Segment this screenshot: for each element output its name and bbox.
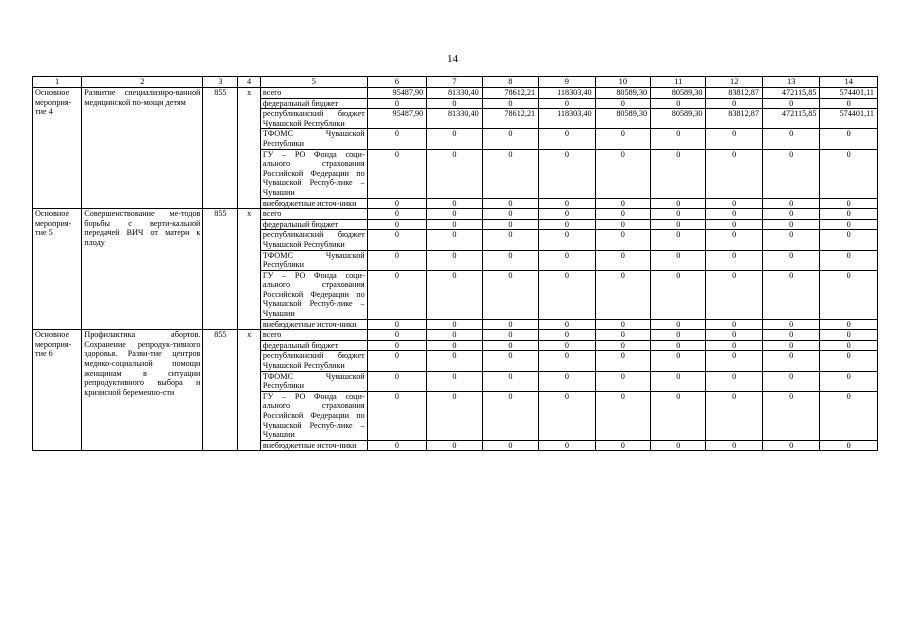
funding-source: внебюджетные источ-ники bbox=[260, 440, 367, 451]
amount-cell: 0 bbox=[706, 129, 762, 149]
amount-cell: 83812,87 bbox=[706, 109, 762, 129]
amount-cell: 0 bbox=[595, 440, 650, 451]
amount-cell: 0 bbox=[706, 319, 762, 330]
amount-cell: 0 bbox=[427, 129, 482, 149]
amount-cell: 78612,21 bbox=[482, 88, 538, 99]
amount-cell: 0 bbox=[706, 198, 762, 209]
funding-source: ТФОМС Чувашской Республики bbox=[260, 250, 367, 270]
amount-cell: 0 bbox=[482, 219, 538, 230]
funding-source: внебюджетные источ-ники bbox=[260, 319, 367, 330]
amount-cell: 81330,40 bbox=[427, 109, 482, 129]
funding-source: ГУ – РО Фонда соци-ального страхования Российской Федерации по Чувашской Респуб-лике – Чувашии bbox=[260, 149, 367, 198]
funding-source: внебюджетные источ-ники bbox=[260, 198, 367, 209]
amount-cell: 0 bbox=[367, 129, 427, 149]
amount-cell: 574401,11 bbox=[820, 109, 878, 129]
amount-cell: 0 bbox=[427, 149, 482, 198]
amount-cell: 0 bbox=[539, 198, 595, 209]
amount-cell: 0 bbox=[762, 391, 819, 440]
amount-cell: 0 bbox=[427, 440, 482, 451]
amount-cell: 0 bbox=[820, 129, 878, 149]
amount-cell: 0 bbox=[762, 371, 819, 391]
amount-cell: 0 bbox=[820, 270, 878, 319]
event-mark: x bbox=[238, 209, 261, 330]
amount-cell: 0 bbox=[762, 209, 819, 220]
amount-cell: 0 bbox=[539, 98, 595, 109]
amount-cell: 0 bbox=[820, 230, 878, 250]
amount-cell: 0 bbox=[820, 391, 878, 440]
amount-cell: 0 bbox=[367, 371, 427, 391]
amount-cell: 0 bbox=[539, 440, 595, 451]
amount-cell: 83812,87 bbox=[706, 88, 762, 99]
amount-cell: 80589,30 bbox=[595, 88, 650, 99]
amount-cell: 0 bbox=[367, 230, 427, 250]
amount-cell: 0 bbox=[820, 219, 878, 230]
amount-cell: 0 bbox=[367, 351, 427, 371]
amount-cell: 0 bbox=[595, 98, 650, 109]
amount-cell: 0 bbox=[706, 250, 762, 270]
amount-cell: 0 bbox=[427, 319, 482, 330]
amount-cell: 95487,90 bbox=[367, 88, 427, 99]
amount-cell: 81330,40 bbox=[427, 88, 482, 99]
amount-cell: 0 bbox=[427, 391, 482, 440]
amount-cell: 0 bbox=[595, 340, 650, 351]
amount-cell: 0 bbox=[482, 250, 538, 270]
amount-cell: 0 bbox=[367, 98, 427, 109]
event-code: Основное мероприя-тие 4 bbox=[33, 88, 82, 209]
amount-cell: 0 bbox=[595, 391, 650, 440]
amount-cell: 0 bbox=[482, 440, 538, 451]
amount-cell: 0 bbox=[820, 440, 878, 451]
amount-cell: 0 bbox=[651, 209, 706, 220]
amount-cell: 0 bbox=[367, 391, 427, 440]
amount-cell: 0 bbox=[820, 98, 878, 109]
amount-cell: 0 bbox=[539, 351, 595, 371]
amount-cell: 0 bbox=[820, 340, 878, 351]
event-name: Развитие специализиро-ванной медицинской по-мощи детям bbox=[82, 88, 203, 209]
column-number-cell: 2 bbox=[82, 77, 203, 88]
amount-cell: 0 bbox=[820, 371, 878, 391]
amount-cell: 0 bbox=[482, 129, 538, 149]
amount-cell: 0 bbox=[539, 391, 595, 440]
amount-cell: 0 bbox=[595, 219, 650, 230]
amount-cell: 0 bbox=[367, 270, 427, 319]
amount-cell: 0 bbox=[427, 198, 482, 209]
amount-cell: 0 bbox=[482, 340, 538, 351]
table-row bbox=[33, 209, 878, 220]
amount-cell: 0 bbox=[706, 391, 762, 440]
amount-cell: 0 bbox=[820, 209, 878, 220]
amount-cell: 0 bbox=[820, 149, 878, 198]
amount-cell: 0 bbox=[482, 330, 538, 341]
amount-cell: 0 bbox=[651, 270, 706, 319]
funding-source: ГУ – РО Фонда соци-ального страхования Российской Федерации по Чувашской Респуб-лике – Чувашии bbox=[260, 391, 367, 440]
amount-cell: 0 bbox=[539, 219, 595, 230]
amount-cell: 0 bbox=[595, 209, 650, 220]
amount-cell: 0 bbox=[651, 129, 706, 149]
column-number-cell: 1 bbox=[33, 77, 82, 88]
amount-cell: 0 bbox=[762, 250, 819, 270]
table-row bbox=[33, 88, 878, 99]
amount-cell: 0 bbox=[427, 250, 482, 270]
funding-source: республиканский бюджет Чувашской Республики bbox=[260, 230, 367, 250]
amount-cell: 0 bbox=[482, 270, 538, 319]
event-name: Совершенствование ме-тодов борьбы с верти-кальной передачей ВИЧ от матери к плоду bbox=[82, 209, 203, 330]
funding-source: ГУ – РО Фонда соци-ального страхования Российской Федерации по Чувашской Респуб-лике – Чувашии bbox=[260, 270, 367, 319]
event-grbs: 855 bbox=[203, 330, 238, 451]
amount-cell: 472115,85 bbox=[762, 109, 819, 129]
amount-cell: 0 bbox=[820, 250, 878, 270]
amount-cell: 0 bbox=[482, 319, 538, 330]
amount-cell: 0 bbox=[762, 270, 819, 319]
amount-cell: 0 bbox=[367, 198, 427, 209]
amount-cell: 0 bbox=[482, 98, 538, 109]
event-grbs: 855 bbox=[203, 209, 238, 330]
amount-cell: 0 bbox=[706, 209, 762, 220]
amount-cell: 0 bbox=[367, 250, 427, 270]
event-grbs: 855 bbox=[203, 88, 238, 209]
funding-source: всего bbox=[260, 88, 367, 99]
amount-cell: 0 bbox=[539, 129, 595, 149]
amount-cell: 0 bbox=[595, 319, 650, 330]
amount-cell: 0 bbox=[482, 351, 538, 371]
amount-cell: 0 bbox=[482, 198, 538, 209]
amount-cell: 0 bbox=[651, 219, 706, 230]
column-number-cell: 7 bbox=[427, 77, 482, 88]
amount-cell: 0 bbox=[482, 149, 538, 198]
amount-cell: 0 bbox=[706, 371, 762, 391]
column-number-cell: 5 bbox=[260, 77, 367, 88]
amount-cell: 0 bbox=[762, 219, 819, 230]
amount-cell: 0 bbox=[651, 198, 706, 209]
column-number-cell: 3 bbox=[203, 77, 238, 88]
amount-cell: 0 bbox=[595, 230, 650, 250]
amount-cell: 574401,11 bbox=[820, 88, 878, 99]
amount-cell: 0 bbox=[427, 230, 482, 250]
table-row bbox=[33, 330, 878, 341]
amount-cell: 0 bbox=[651, 391, 706, 440]
amount-cell: 0 bbox=[539, 149, 595, 198]
amount-cell: 0 bbox=[427, 270, 482, 319]
funding-source: республиканский бюджет Чувашской Республики bbox=[260, 109, 367, 129]
amount-cell: 0 bbox=[762, 98, 819, 109]
amount-cell: 0 bbox=[706, 230, 762, 250]
amount-cell: 0 bbox=[706, 219, 762, 230]
amount-cell: 0 bbox=[651, 230, 706, 250]
column-number-cell: 6 bbox=[367, 77, 427, 88]
event-mark: x bbox=[238, 88, 261, 209]
column-number-row bbox=[33, 77, 878, 88]
amount-cell: 0 bbox=[539, 270, 595, 319]
amount-cell: 0 bbox=[367, 330, 427, 341]
amount-cell: 118303,40 bbox=[539, 109, 595, 129]
amount-cell: 0 bbox=[427, 98, 482, 109]
amount-cell: 0 bbox=[762, 351, 819, 371]
amount-cell: 95487,90 bbox=[367, 109, 427, 129]
event-code: Основное мероприя-тие 5 bbox=[33, 209, 82, 330]
amount-cell: 0 bbox=[595, 351, 650, 371]
amount-cell: 0 bbox=[482, 230, 538, 250]
amount-cell: 0 bbox=[762, 330, 819, 341]
event-name: Профилактика абортов. Сохранение репродук-тивного здоровья. Разви-тие центров медико-социальной помощи женщинам в ситуации репродуктивного выбора и кризисной беременно-сти bbox=[82, 330, 203, 451]
amount-cell: 0 bbox=[595, 149, 650, 198]
event-code: Основное мероприя-тие 6 bbox=[33, 330, 82, 451]
amount-cell: 0 bbox=[706, 270, 762, 319]
column-number-cell: 12 bbox=[706, 77, 762, 88]
column-number-cell: 13 bbox=[762, 77, 819, 88]
amount-cell: 0 bbox=[427, 351, 482, 371]
amount-cell: 0 bbox=[706, 440, 762, 451]
amount-cell: 0 bbox=[762, 129, 819, 149]
funding-source: всего bbox=[260, 209, 367, 220]
funding-source: федеральный бюджет bbox=[260, 98, 367, 109]
amount-cell: 118303,40 bbox=[539, 88, 595, 99]
amount-cell: 0 bbox=[706, 340, 762, 351]
column-number-cell: 4 bbox=[238, 77, 261, 88]
amount-cell: 0 bbox=[427, 209, 482, 220]
amount-cell: 0 bbox=[762, 319, 819, 330]
amount-cell: 0 bbox=[820, 198, 878, 209]
amount-cell: 0 bbox=[539, 371, 595, 391]
amount-cell: 0 bbox=[539, 319, 595, 330]
amount-cell: 0 bbox=[367, 319, 427, 330]
amount-cell: 0 bbox=[820, 319, 878, 330]
amount-cell: 0 bbox=[427, 219, 482, 230]
funding-source: федеральный бюджет bbox=[260, 340, 367, 351]
amount-cell: 0 bbox=[706, 330, 762, 341]
amount-cell: 0 bbox=[482, 391, 538, 440]
amount-cell: 472115,85 bbox=[762, 88, 819, 99]
amount-cell: 0 bbox=[820, 330, 878, 341]
amount-cell: 0 bbox=[427, 330, 482, 341]
column-number-cell: 10 bbox=[595, 77, 650, 88]
amount-cell: 0 bbox=[367, 440, 427, 451]
amount-cell: 0 bbox=[595, 330, 650, 341]
amount-cell: 80589,30 bbox=[595, 109, 650, 129]
funding-source: республиканский бюджет Чувашской Республики bbox=[260, 351, 367, 371]
funding-source: ТФОМС Чувашской Республики bbox=[260, 129, 367, 149]
amount-cell: 0 bbox=[595, 250, 650, 270]
page-number: 14 bbox=[447, 53, 458, 65]
amount-cell: 0 bbox=[762, 149, 819, 198]
budget-table bbox=[32, 76, 878, 451]
column-number-cell: 9 bbox=[539, 77, 595, 88]
amount-cell: 0 bbox=[427, 340, 482, 351]
amount-cell: 0 bbox=[651, 330, 706, 341]
amount-cell: 0 bbox=[595, 270, 650, 319]
amount-cell: 0 bbox=[651, 319, 706, 330]
amount-cell: 0 bbox=[651, 250, 706, 270]
amount-cell: 0 bbox=[651, 98, 706, 109]
amount-cell: 0 bbox=[651, 340, 706, 351]
amount-cell: 0 bbox=[595, 129, 650, 149]
funding-source: ТФОМС Чувашской Республики bbox=[260, 371, 367, 391]
event-mark: x bbox=[238, 330, 261, 451]
amount-cell: 0 bbox=[651, 351, 706, 371]
amount-cell: 0 bbox=[651, 440, 706, 451]
amount-cell: 0 bbox=[820, 351, 878, 371]
amount-cell: 0 bbox=[706, 98, 762, 109]
amount-cell: 80589,30 bbox=[651, 109, 706, 129]
amount-cell: 0 bbox=[482, 371, 538, 391]
amount-cell: 78612,21 bbox=[482, 109, 538, 129]
amount-cell: 0 bbox=[539, 209, 595, 220]
amount-cell: 0 bbox=[651, 149, 706, 198]
amount-cell: 0 bbox=[706, 351, 762, 371]
column-number-cell: 11 bbox=[651, 77, 706, 88]
amount-cell: 0 bbox=[762, 340, 819, 351]
amount-cell: 0 bbox=[367, 149, 427, 198]
amount-cell: 0 bbox=[539, 250, 595, 270]
amount-cell: 0 bbox=[482, 209, 538, 220]
amount-cell: 0 bbox=[367, 340, 427, 351]
column-number-cell: 8 bbox=[482, 77, 538, 88]
amount-cell: 0 bbox=[427, 371, 482, 391]
amount-cell: 0 bbox=[762, 440, 819, 451]
amount-cell: 0 bbox=[539, 230, 595, 250]
funding-source: федеральный бюджет bbox=[260, 219, 367, 230]
amount-cell: 0 bbox=[651, 371, 706, 391]
funding-source: всего bbox=[260, 330, 367, 341]
amount-cell: 0 bbox=[367, 209, 427, 220]
amount-cell: 0 bbox=[595, 198, 650, 209]
amount-cell: 0 bbox=[762, 198, 819, 209]
amount-cell: 0 bbox=[539, 340, 595, 351]
amount-cell: 0 bbox=[595, 371, 650, 391]
amount-cell: 0 bbox=[539, 330, 595, 341]
amount-cell: 0 bbox=[367, 219, 427, 230]
column-number-cell: 14 bbox=[820, 77, 878, 88]
amount-cell: 0 bbox=[762, 230, 819, 250]
amount-cell: 80589,30 bbox=[651, 88, 706, 99]
amount-cell: 0 bbox=[706, 149, 762, 198]
